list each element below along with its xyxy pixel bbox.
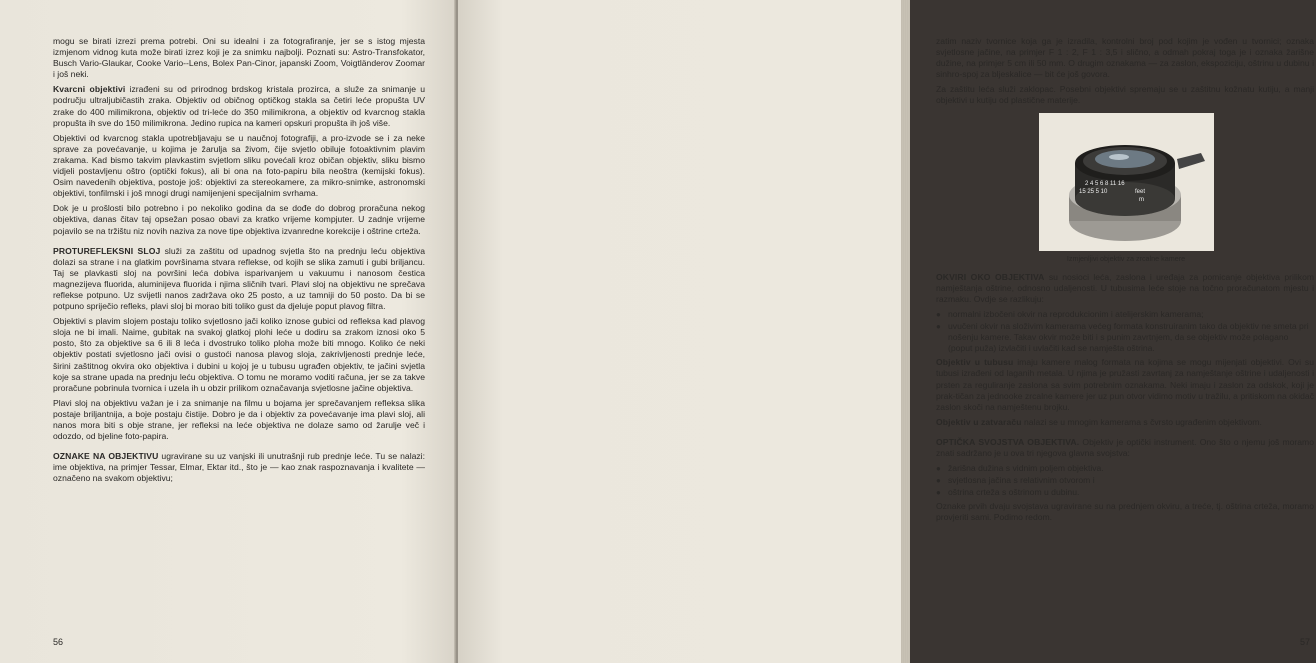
figure-caption: Izmjenljivi objektiv za zrcalne kamere: [1066, 253, 1186, 263]
left-page-text: [53, 36, 425, 488]
paragraph-text: izrađeni su od prirodnog brdskog kristala prozirca, a služe za snimanje u području ultraljubičastih zraka. Objektiv od običnog optičkog stakla sa četiri leće propušta UV zrake do 400 milimikrona, objektiv od tri-leće do 350 milimikrona, a objektiv od kvarcnog stakla propušta ih sve do 150 milimikrona. Jedino rupica na kameri opskuri propušta ih još više.: [53, 84, 425, 128]
paragraph: [53, 316, 425, 394]
bullet-list: [936, 463, 1314, 498]
page-edges: [901, 0, 910, 663]
paragraph: [53, 203, 425, 236]
paragraph-text: Oznake prvih dvaju svojstava ugravirane su na prednjem okviru, a treće, tj. oštrina crteža, moramo provjeriti sami. Podimo redom.: [936, 501, 1314, 523]
section-heading: OPTIČKA SVOJSTVA OBJEKTIVA.: [936, 436, 1080, 447]
right-page-text: [936, 36, 1314, 528]
lens-feet-label: feet: [1134, 188, 1145, 195]
lens-photo: [1039, 113, 1214, 251]
bullet-list: [936, 309, 1314, 354]
paragraph-text: Objektivi od kvarcnog stakla upotrebljavaju se u naučnoj fotografiji, a pro-izvode se i za neke sprave za povećavanje, u kojima je žarulja sa živom, čije svjetlo obiluje fotoaktivnim plavim zrakama. Kad bismo takvim plavkastim svjetlom sliku povećali kroz običan objektiv, sliku bismo vidjeli postavljenu oštro (optički fokus), ali bi ona na foto-papiru bila neoštra (kemijski fokus). Osim navedenih objektiva, postoje još: objektivi za stereokamere, za mikro-snimke, astronomski objektivi, tonfilmski i još mnogi drugi namijenjeni specijalnim svrhama.: [53, 132, 425, 199]
paragraph: [53, 398, 425, 442]
paragraph: [53, 451, 425, 484]
bullet-item: ● svjetlosna jačina s relativnim otvorom i: [936, 475, 1314, 486]
paragraph-text: ugravirane su uz vanjski ili unutrašnji rub prednje leće. Tu se nalazi: ime objektiva, na primjer Tessar, Elmar, Ektar itd., što je — kao znak raspoznavanja i kvalitete — označeno na svakom objektivu;: [53, 451, 425, 484]
paragraph-text: Dok je u prošlosti bilo potrebno i po nekoliko godina da se dođe do dobrog proračuna nekog objektiva, danas čitav taj opsežan posao obavi za kratko vrijeme kompjuter. U zadnje vrijeme pojavilo se na tržištu niz novih naziva za nove tipe objektiva izvanredne korekcije i oštrine crteža.: [53, 203, 425, 236]
paragraph: [53, 133, 425, 200]
paragraph-text: Za zaštitu leća služi zaklopac. Posebni objektivi spremaju se u zaštitnu kožnatu kutiju, a manji objektivi u kutiju od plastične materije.: [936, 84, 1314, 106]
lens-scale-a: 2 4 5 6 8 11 16: [1084, 180, 1125, 187]
paragraph: [53, 246, 425, 313]
page-number-left: 56: [53, 637, 64, 647]
paragraph: [936, 36, 1314, 80]
paragraph-text: Objektiv je optički instrument. Ono što o njemu još moramo znati sadržano je u ova tri njegova glavna svojstva:: [936, 436, 1314, 458]
paragraph-text: imaju kamere malog formata na kojima se mogu mijenjati objektivi. Ovi su tubusi izrađeni od laganih metala. U njima je pružasti zavrtanj za namještanje oštrine i udaljenosti i prsten za reguliranje zaslona sa svim potrebnim oznakama. Neki imaju i zaslon za odskok, koji je prak-tičan za jednooke zrcalne kamere jer uz pun otvor vidimo motiv u tražilu, a pritiskom na okidač zaslon skoči na namještenu brojku.: [936, 357, 1314, 412]
section-heading: Objektiv u tubusu: [936, 357, 1014, 368]
bullet-item: ● žarišna dužina s vidnim poljem objektiva.: [936, 463, 1314, 474]
paragraph: [936, 501, 1314, 523]
bullet-item: ● normalni izbočeni okvir na reprodukcionim i atelijerskim kamerama;: [936, 309, 1314, 320]
lens-figure: [936, 113, 1316, 264]
left-page: [0, 0, 456, 663]
bullet-item: ● uvučeni okvir na složivim kamerama većeg formata konstruiranim tako da objektiv ne smeta pri nošenju kamere. Takav okvir može biti i s punim zavrtnjem, da se objektiv može polagano (poput puža) izvlačiti i uvlačiti kad se namješta oštrina.: [936, 321, 1314, 354]
right-page-bottom-text: [936, 272, 1314, 524]
paragraph-text: služi za zaštitu od upadnog svjetla što na prednju leću objektiva dolazi sa strane i na glatkim površinama stvara reflekse, od kojih se slika zamuti i gubi briljancu. Taj se plavkasti sloj na površini leća dobiva isparivanjem u vakuumu i nanosom čestica magnezijeva fluorida, aluminijeva fluorida i njima sličnih tvari. Plavi sloj na objektivu ne sprečava reflekse potpuno. Uz svijetli nanos zadržava oko 25 posto, a uz tamniji do 50 posto. Da bi se potpuno spriječio refleks, plavi sloj bi morao biti toliko gust da djeluje poput plavog filtra.: [53, 245, 425, 312]
bullet-item: ● oštrina crteža s oštrinom u dubinu.: [936, 487, 1314, 498]
paragraph: [53, 84, 425, 128]
paragraph-text: Objektivi s plavim slojem postaju toliko svjetlosno jači koliko iznose gubici od refleksa kad plavog sloja ne bi imali. Naime, gubitak na svakoj glatkoj plohi leće u dodiru sa zrakom iznosi oko 5 posto, što za objektive sa 6 ili 8 leća i dvostruko toliko ploha može biti mnogo. Koliko će neki objektiv postati svjetlosno jači ovisi o gustoći nanosa plavog sloja, zakrivljenosti prednje leće, širini zaštitnog okvira oko objektiva i dubini u kojoj je u tubusu ugrađen objektiv, te jačini svjetla koje sa strane upada na prednju leću objektiva. O tomu ne moramo voditi računa, jer se za takve proračune pobrinula tvornica i uzela ih u obzir prilikom označavanja svjetlosne jačine objektiva.: [53, 316, 425, 393]
lens-m-label: m: [1138, 196, 1144, 203]
paragraph-text: mogu se birati izrezi prema potrebi. Oni su idealni i za fotografiranje, jer se s istog mjesta izmjenom vidnog kuta može birati izrez koji je za snimku najbolji. Poznati su: Astro-Transfokator, Busch Vario-Glaukar, Cooke Vario--Lens, Bolex Pan-Cinor, japanski Zoom, Voigtländerov Zoomar i još neki.: [53, 36, 425, 80]
paragraph: [936, 84, 1314, 106]
section-heading: PROTUREFLEKSNI SLOJ: [53, 245, 161, 256]
paragraph-text: nalazi se u mnogim kamerama s čvrsto ugrađenim objektivom.: [1021, 416, 1262, 427]
lens-scale-b: 15 25 5 10: [1078, 188, 1107, 195]
paragraph-text: su nosioci leća, zaslona i uređaja za pomicanje objektiva prilikom namještanja oštrine, odnosno udaljenosti. U tubusima leće stoje na točno proračunatom mjestu i razmaku. Ovdje se razlikuju:: [936, 271, 1315, 304]
paragraph: [936, 437, 1314, 459]
section-heading: Objektiv u zatvaraču: [936, 416, 1022, 427]
section-heading: OZNAKE NA OBJEKTIVU: [53, 451, 159, 462]
page-number-right: 57: [1300, 637, 1311, 647]
paragraph: [53, 36, 425, 80]
paragraph-text: Plavi sloj na objektivu važan je i za snimanje na filmu u bojama jer sprečavanjem refleksa slika postaje briljantnija, a boje postaju čistije. Dobro je da i objektiv za povećavanje ima plavi sloj, ali nanos mora biti s obje strane, jer refleksi na leće objektiva ne dolaze samo od žarulje več i odozdo, od bjeline foto-papira.: [53, 397, 425, 442]
right-page-top-text: [936, 36, 1314, 107]
paragraph: [936, 357, 1314, 412]
paragraph: [936, 272, 1314, 305]
section-heading: Kvarcni objektivi: [53, 84, 126, 95]
right-page: [458, 0, 1315, 663]
section-heading: OKVIRI OKO OBJEKTIVA: [936, 271, 1045, 282]
paragraph: [936, 417, 1314, 428]
paragraph-text: zatim naziv tvornice koja ga je izradila, kontrolni broj pod kojim je vođen u tvornici; oznaka svjetlosne jačine, na primjer F 1 : 2, F 1 : 3,5 i slično, a odmah pokraj toga je i oznaka žarišne dužine, na primjer 5 cm ili 50 mm. O drugim oznakama — za zaslon, ekspoziciju, oštrinu u dubinu i sinhro-spoj za bljeskalice — bit će još govora.: [936, 36, 1314, 80]
